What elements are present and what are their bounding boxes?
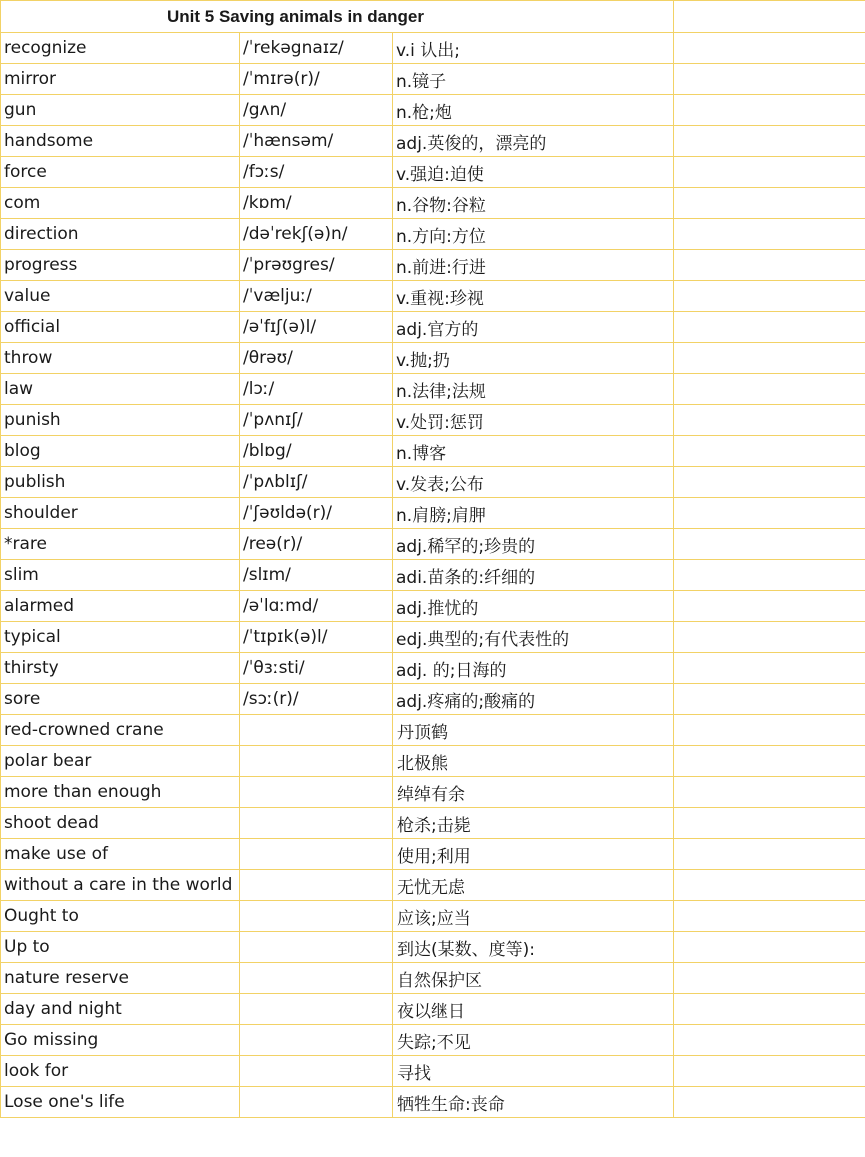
meaning-cell[interactable]: n.谷物:谷粒 <box>393 188 674 219</box>
word-cell[interactable]: force <box>1 157 240 188</box>
phonetic-cell[interactable] <box>240 994 393 1025</box>
meaning-cell[interactable]: n.镜子 <box>393 64 674 95</box>
word-cell[interactable]: com <box>1 188 240 219</box>
word-cell[interactable]: handsome <box>1 126 240 157</box>
empty-cell[interactable] <box>674 994 865 1025</box>
empty-cell[interactable] <box>674 684 865 715</box>
table-row <box>1 870 865 901</box>
table-row <box>1 839 865 870</box>
table-row <box>1 808 865 839</box>
phonetic-cell[interactable]: /ˈʃəʊldə(r)/ <box>240 498 393 529</box>
meaning-cell[interactable]: 北极熊 <box>393 746 674 777</box>
phonetic-cell[interactable]: /ˈrekəgnaɪz/ <box>240 33 393 64</box>
empty-cell[interactable] <box>674 932 865 963</box>
meaning-cell[interactable]: adj.官方的 <box>393 312 674 343</box>
table-row <box>1 684 865 715</box>
phonetic-cell[interactable] <box>240 808 393 839</box>
word-cell[interactable]: alarmed <box>1 591 240 622</box>
phonetic-cell[interactable]: /kɒm/ <box>240 188 393 219</box>
meaning-cell[interactable]: v.发表;公布 <box>393 467 674 498</box>
empty-cell[interactable] <box>674 219 865 250</box>
table-row <box>1 250 865 281</box>
word-cell[interactable]: more than enough <box>1 777 240 808</box>
vocabulary-table-body <box>1 1 865 1118</box>
empty-cell[interactable] <box>674 250 865 281</box>
meaning-cell[interactable]: v.i 认出; <box>393 33 674 64</box>
word-cell[interactable]: nature reserve <box>1 963 240 994</box>
table-row <box>1 498 865 529</box>
phonetic-cell[interactable]: /ˈtɪpɪk(ə)l/ <box>240 622 393 653</box>
phonetic-cell[interactable]: /ˈmɪrə(r)/ <box>240 64 393 95</box>
meaning-cell[interactable]: v.强迫:迫使 <box>393 157 674 188</box>
empty-cell[interactable] <box>674 1025 865 1056</box>
empty-cell[interactable] <box>674 746 865 777</box>
word-cell[interactable]: value <box>1 281 240 312</box>
table-row <box>1 715 865 746</box>
empty-cell[interactable] <box>674 312 865 343</box>
phonetic-cell[interactable]: /ˈvæljuː/ <box>240 281 393 312</box>
meaning-cell[interactable]: adj. 的;日海的 <box>393 653 674 684</box>
table-row <box>1 1087 865 1118</box>
table-row <box>1 777 865 808</box>
word-cell[interactable]: recognize <box>1 33 240 64</box>
phonetic-cell[interactable]: /ˈhænsəm/ <box>240 126 393 157</box>
phonetic-cell[interactable] <box>240 1025 393 1056</box>
empty-cell[interactable] <box>674 157 865 188</box>
word-cell[interactable]: punish <box>1 405 240 436</box>
empty-cell[interactable] <box>674 715 865 746</box>
word-cell[interactable]: red-crowned crane <box>1 715 240 746</box>
table-row <box>1 33 865 64</box>
empty-cell[interactable] <box>674 374 865 405</box>
word-cell[interactable]: polar bear <box>1 746 240 777</box>
table-row <box>1 1025 865 1056</box>
word-cell[interactable]: mirror <box>1 64 240 95</box>
empty-cell[interactable] <box>674 839 865 870</box>
empty-cell[interactable] <box>674 622 865 653</box>
word-cell[interactable]: thirsty <box>1 653 240 684</box>
phonetic-cell[interactable] <box>240 777 393 808</box>
phonetic-cell[interactable]: /fɔːs/ <box>240 157 393 188</box>
phonetic-cell[interactable] <box>240 870 393 901</box>
page-title[interactable]: Unit 5 Saving animals in danger <box>1 1 674 33</box>
word-cell[interactable]: *rare <box>1 529 240 560</box>
phonetic-cell[interactable] <box>240 932 393 963</box>
word-cell[interactable]: publish <box>1 467 240 498</box>
meaning-cell[interactable]: n.博客 <box>393 436 674 467</box>
table-row <box>1 653 865 684</box>
table-row <box>1 467 865 498</box>
phonetic-cell[interactable]: /blɒg/ <box>240 436 393 467</box>
empty-cell[interactable] <box>674 467 865 498</box>
meaning-cell[interactable]: adj.疼痛的;酸痛的 <box>393 684 674 715</box>
empty-cell[interactable] <box>674 188 865 219</box>
empty-cell[interactable] <box>674 870 865 901</box>
table-row <box>1 746 865 777</box>
phonetic-cell[interactable]: /gʌn/ <box>240 95 393 126</box>
word-cell[interactable]: look for <box>1 1056 240 1087</box>
empty-cell[interactable] <box>674 963 865 994</box>
meaning-cell[interactable]: n.法律;法规 <box>393 374 674 405</box>
phonetic-cell[interactable]: /ˈθɜːsti/ <box>240 653 393 684</box>
empty-cell[interactable] <box>674 64 865 95</box>
table-row <box>1 1056 865 1087</box>
table-row <box>1 932 865 963</box>
empty-cell[interactable] <box>674 95 865 126</box>
word-cell[interactable]: direction <box>1 219 240 250</box>
table-row <box>1 591 865 622</box>
empty-cell[interactable] <box>674 498 865 529</box>
phonetic-cell[interactable]: /əˈlɑːmd/ <box>240 591 393 622</box>
word-cell[interactable]: Go missing <box>1 1025 240 1056</box>
empty-cell[interactable] <box>674 653 865 684</box>
meaning-cell[interactable]: edj.典型的;有代表性的 <box>393 622 674 653</box>
empty-cell[interactable] <box>674 1 865 33</box>
table-row <box>1 560 865 591</box>
empty-cell[interactable] <box>674 591 865 622</box>
table-row <box>1 529 865 560</box>
table-row <box>1 963 865 994</box>
empty-cell[interactable] <box>674 405 865 436</box>
phonetic-cell[interactable]: /ˈprəʊgres/ <box>240 250 393 281</box>
word-cell[interactable]: day and night <box>1 994 240 1025</box>
empty-cell[interactable] <box>674 33 865 64</box>
word-cell[interactable]: shoot dead <box>1 808 240 839</box>
meaning-cell[interactable]: n.前进:行进 <box>393 250 674 281</box>
title-row <box>1 1 865 33</box>
meaning-cell[interactable]: 使用;利用 <box>393 839 674 870</box>
phonetic-cell[interactable]: /dəˈrekʃ(ə)n/ <box>240 219 393 250</box>
phonetic-cell[interactable] <box>240 1087 393 1118</box>
meaning-cell[interactable]: 丹顶鹤 <box>393 715 674 746</box>
phonetic-cell[interactable] <box>240 963 393 994</box>
meaning-cell[interactable]: adi.苗条的:纤细的 <box>393 560 674 591</box>
word-cell[interactable]: Lose one's life <box>1 1087 240 1118</box>
phonetic-cell[interactable]: /sɔː(r)/ <box>240 684 393 715</box>
table-row <box>1 405 865 436</box>
meaning-cell[interactable]: adj.英俊的，漂亮的 <box>393 126 674 157</box>
empty-cell[interactable] <box>674 901 865 932</box>
word-cell[interactable]: slim <box>1 560 240 591</box>
meaning-cell[interactable]: 寻找 <box>393 1056 674 1087</box>
table-row <box>1 374 865 405</box>
meaning-cell[interactable]: 到达(某数、度等): <box>393 932 674 963</box>
word-cell[interactable]: typical <box>1 622 240 653</box>
word-cell[interactable]: law <box>1 374 240 405</box>
table-row <box>1 126 865 157</box>
empty-cell[interactable] <box>674 529 865 560</box>
empty-cell[interactable] <box>674 281 865 312</box>
word-cell[interactable]: shoulder <box>1 498 240 529</box>
table-row <box>1 95 865 126</box>
word-cell[interactable]: gun <box>1 95 240 126</box>
empty-cell[interactable] <box>674 436 865 467</box>
phonetic-cell[interactable]: /slɪm/ <box>240 560 393 591</box>
table-row <box>1 64 865 95</box>
word-cell[interactable]: throw <box>1 343 240 374</box>
phonetic-cell[interactable]: /θrəʊ/ <box>240 343 393 374</box>
empty-cell[interactable] <box>674 560 865 591</box>
table-row <box>1 312 865 343</box>
meaning-cell[interactable]: 失踪;不见 <box>393 1025 674 1056</box>
phonetic-cell[interactable]: /əˈfɪʃ(ə)l/ <box>240 312 393 343</box>
phonetic-cell[interactable] <box>240 901 393 932</box>
word-cell[interactable]: Up to <box>1 932 240 963</box>
phonetic-cell[interactable]: /ˈpʌblɪʃ/ <box>240 467 393 498</box>
empty-cell[interactable] <box>674 808 865 839</box>
table-row <box>1 157 865 188</box>
meaning-cell[interactable]: n.方向:方位 <box>393 219 674 250</box>
word-cell[interactable]: without a care in the world <box>1 870 240 901</box>
meaning-cell[interactable]: adj.稀罕的;珍贵的 <box>393 529 674 560</box>
table-row <box>1 281 865 312</box>
table-row <box>1 219 865 250</box>
empty-cell[interactable] <box>674 343 865 374</box>
meaning-cell[interactable]: n.肩膀;肩胛 <box>393 498 674 529</box>
word-cell[interactable]: progress <box>1 250 240 281</box>
table-row <box>1 994 865 1025</box>
meaning-cell[interactable]: adj.推忧的 <box>393 591 674 622</box>
meaning-cell[interactable]: 枪杀;击毙 <box>393 808 674 839</box>
word-cell[interactable]: Ought to <box>1 901 240 932</box>
table-row <box>1 901 865 932</box>
meaning-cell[interactable]: v.抛;扔 <box>393 343 674 374</box>
phonetic-cell[interactable] <box>240 746 393 777</box>
table-row <box>1 622 865 653</box>
empty-cell[interactable] <box>674 777 865 808</box>
meaning-cell[interactable]: v.重视:珍视 <box>393 281 674 312</box>
table-row <box>1 188 865 219</box>
meaning-cell[interactable]: 无忧无虑 <box>393 870 674 901</box>
word-cell[interactable]: blog <box>1 436 240 467</box>
meaning-cell[interactable]: n.枪;炮 <box>393 95 674 126</box>
phonetic-cell[interactable] <box>240 1056 393 1087</box>
empty-cell[interactable] <box>674 1056 865 1087</box>
word-cell[interactable]: official <box>1 312 240 343</box>
phonetic-cell[interactable] <box>240 715 393 746</box>
word-cell[interactable]: sore <box>1 684 240 715</box>
meaning-cell[interactable]: 绰绰有余 <box>393 777 674 808</box>
empty-cell[interactable] <box>674 126 865 157</box>
empty-cell[interactable] <box>674 1087 865 1118</box>
meaning-cell[interactable]: 自然保护区 <box>393 963 674 994</box>
meaning-cell[interactable]: 牺牲生命:丧命 <box>393 1087 674 1118</box>
phonetic-cell[interactable] <box>240 839 393 870</box>
table-row <box>1 436 865 467</box>
phonetic-cell[interactable]: /ˈpʌnɪʃ/ <box>240 405 393 436</box>
table-row <box>1 343 865 374</box>
meaning-cell[interactable]: 应该;应当 <box>393 901 674 932</box>
phonetic-cell[interactable]: /lɔː/ <box>240 374 393 405</box>
phonetic-cell[interactable]: /reə(r)/ <box>240 529 393 560</box>
meaning-cell[interactable]: 夜以继日 <box>393 994 674 1025</box>
meaning-cell[interactable]: v.处罚:惩罚 <box>393 405 674 436</box>
word-cell[interactable]: make use of <box>1 839 240 870</box>
